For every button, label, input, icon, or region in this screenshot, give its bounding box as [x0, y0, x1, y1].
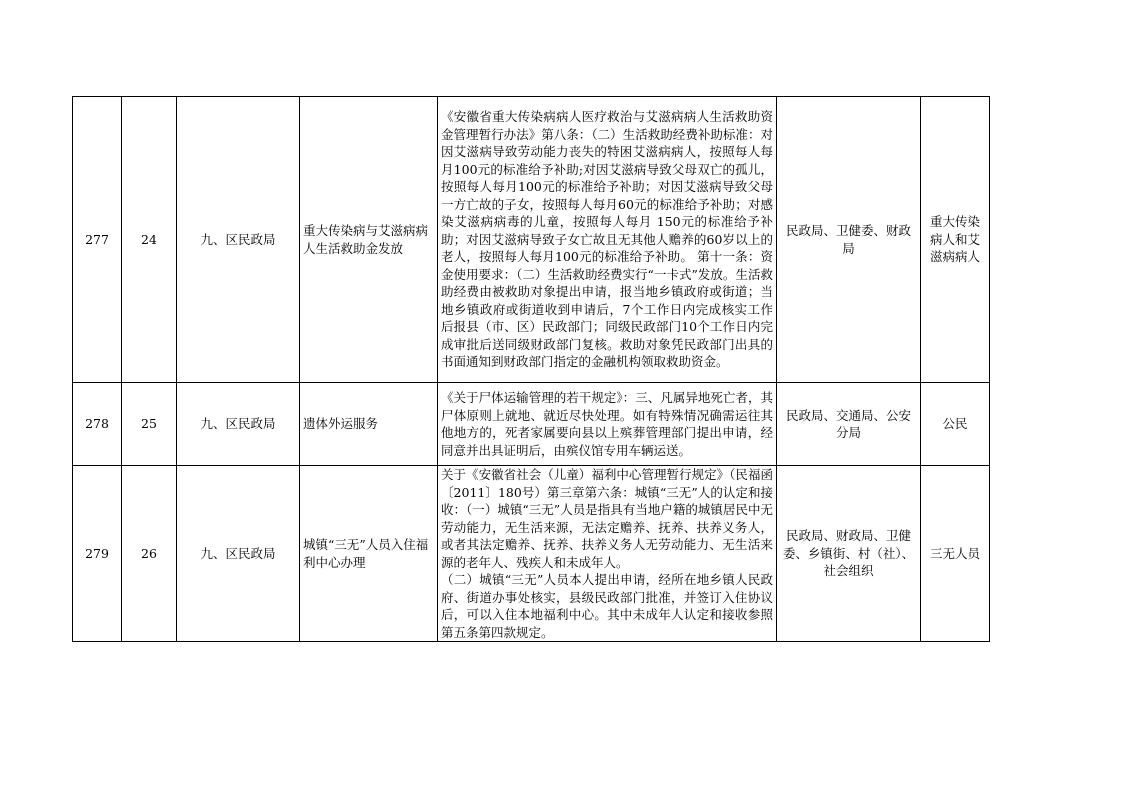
item-sequence-number: 24: [122, 97, 177, 383]
service-items-table: [72, 96, 990, 642]
table-row: [73, 466, 990, 642]
legal-basis-paragraph: （二）城镇“三无”人员本人提出申请，经所在地乡镇人民政府、街道办事处核实，县级民政部门批准，并签订入住协议后，可以入住本地福利中心。其中未成年人认定和接收参照第五条第四款规定。: [441, 572, 773, 640]
table-row: [73, 97, 990, 383]
responsible-departments-cell: 民政局、财政局、卫健委、乡镇街、村（社）、社会组织: [777, 466, 921, 642]
row-number: 277: [73, 97, 122, 383]
item-name-cell: 遗体外运服务: [300, 383, 438, 466]
legal-basis-paragraph: 关于《安徽省社会（儿童）福利中心管理暂行规定》（民福函〔2011〕180号）第三章第六条：城镇“三无”人的认定和接收：（一）城镇“三无”人员是指具有当地户籍的城镇居民中无劳动能力，无生活来源，无法定赡养、抚养、扶养义务人，或者其法定赡养、抚养、扶养义务人无劳动能力、无生活来源的老年人、残疾人和未成年人。: [441, 467, 773, 570]
department-cell: 九、区民政局: [177, 97, 300, 383]
row-number: 279: [73, 466, 122, 642]
table-row: [73, 383, 990, 466]
item-sequence-number: 26: [122, 466, 177, 642]
legal-basis-paragraph: 《安徽省重大传染病病人医疗救治与艾滋病病人生活救助资金管理暂行办法》第八条：（二）生活救助经费补助标准：对因艾滋病导致劳动能力丧失的特困艾滋病病人，按照每人每月100元的标准给予补助;对因艾滋病导致父母双亡的孤儿，按照每人每月100元的标准给予补助；对因艾滋病导致父母一方亡故的子女，按照每人每月60元的标准给予补助；对感染艾滋病病毒的儿童，按照每人每月 150元的标准给予补助；对因艾滋病导致子女亡故且无其他人赡养的60岁以上的老人，按照每人每月100元的标准给予补助。 第十一条：资金使用要求：（二）生活救助经费实行“一卡式”发放。生活救助经费由被救助对象提出申请，报当地乡镇政府或街道；当地乡镇政府或街道收到申请后，7个工作日内完成核实工作后报县（市、区）民政部门；同级民政部门10个工作日内完成审批后送同级财政部门复核。救助对象凭民政部门出具的书面通知到财政部门指定的金融机构领取救助资金。: [441, 109, 773, 370]
legal-basis-cell: [438, 97, 777, 383]
legal-basis-paragraph: 《关于尸体运输管理的若干规定》：三、凡属异地死亡者，其尸体原则上就地、就近尽快处理。如有特殊情况确需运往其他地方的，死者家属要向县以上殡葬管理部门提出申请，经同意并出具证明后，由殡仪馆专用车辆运送。: [441, 390, 773, 458]
row-number: 278: [73, 383, 122, 466]
department-cell: 九、区民政局: [177, 466, 300, 642]
legal-basis-cell: [438, 383, 777, 466]
item-name-cell: 重大传染病与艾滋病病人生活救助金发放: [300, 97, 438, 383]
department-cell: 九、区民政局: [177, 383, 300, 466]
responsible-departments-cell: 民政局、卫健委、财政局: [777, 97, 921, 383]
service-target-cell: 重大传染病人和艾滋病病人: [921, 97, 990, 383]
service-target-cell: 公民: [921, 383, 990, 466]
responsible-departments-cell: 民政局、交通局、公安分局: [777, 383, 921, 466]
service-target-cell: 三无人员: [921, 466, 990, 642]
item-name-cell: 城镇“三无”人员入住福利中心办理: [300, 466, 438, 642]
item-sequence-number: 25: [122, 383, 177, 466]
legal-basis-cell: [438, 466, 777, 642]
